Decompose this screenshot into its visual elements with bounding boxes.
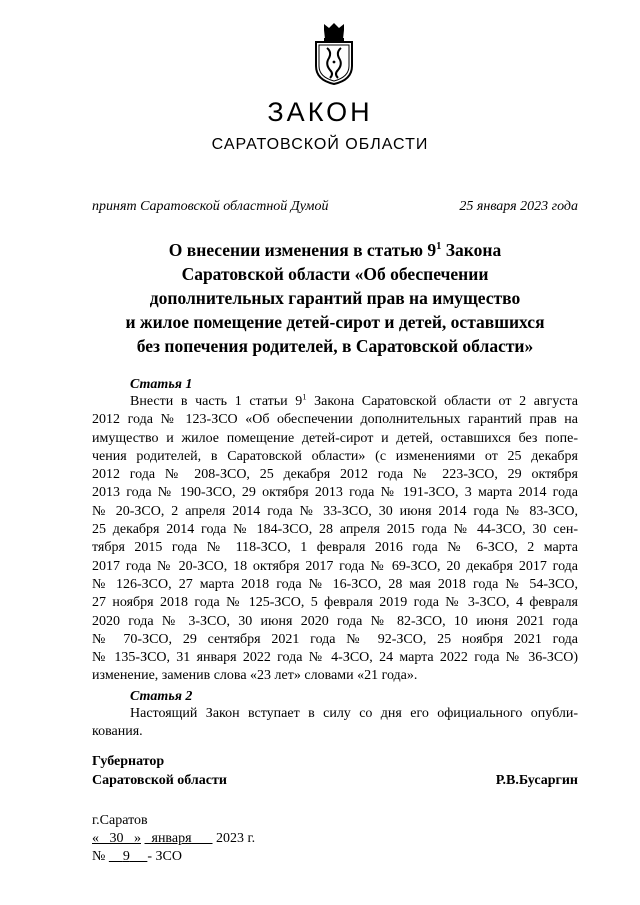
document-title bbox=[92, 238, 578, 358]
article-1-heading: Статья 1 bbox=[130, 377, 193, 392]
article-1-line: № 70-ЗСО, 29 сентября 2021 года № 92-ЗСО, 25 ноября 2021 года bbox=[92, 631, 578, 647]
article-1-line: 2017 года № 20-ЗСО, 18 октября 2017 года № 69-ЗСО, 20 декабря 2017 года bbox=[92, 558, 578, 574]
date-year: 2023 г. bbox=[216, 831, 256, 846]
article-1-line: имущество и жилое помещение детей-сирот и детей, оставшихся без попе- bbox=[92, 430, 578, 446]
coat-of-arms-icon bbox=[310, 22, 358, 86]
article-1-line: чения родителей, в Саратовской области» (с изменениями от 25 декабря bbox=[92, 448, 578, 464]
date-day: 30 bbox=[109, 831, 124, 846]
article-1-line: 25 декабря 2014 года № 184-ЗСО, 28 апреля 2015 года № 44-ЗСО, 30 сен- bbox=[92, 522, 578, 538]
adoption-body: принят Саратовской областной Думой bbox=[92, 199, 329, 214]
signer-name: Р.В.Бусаргин bbox=[495, 773, 578, 788]
article-1-line: 2012 года № 208-ЗСО, 25 декабря 2012 года № 223-ЗСО, 29 октября bbox=[92, 467, 578, 483]
article-2-text bbox=[92, 705, 578, 742]
adoption-date: 25 января 2023 года bbox=[459, 199, 578, 214]
article-1-line: 2020 года № 3-ЗСО, 30 июня 2020 года № 82-ЗСО, 10 июня 2021 года bbox=[92, 613, 578, 629]
city: г.Саратов bbox=[92, 813, 148, 828]
article-1-line: № 135-ЗСО, 31 января 2022 года № 4-ЗСО, 24 марта 2022 года № 36-ЗСО) bbox=[92, 650, 578, 666]
date-month: января bbox=[151, 831, 192, 846]
article-2-line: кования. bbox=[92, 724, 143, 740]
signer-position: Губернатор bbox=[92, 754, 165, 769]
article-2-heading: Статья 2 bbox=[130, 689, 193, 704]
region-name: САРАТОВСКОЙ ОБЛАСТИ bbox=[211, 136, 429, 153]
signature-block bbox=[92, 752, 578, 790]
place-date-number bbox=[92, 812, 255, 866]
article-1-line: 27 ноября 2018 года № 125-ЗСО, 5 февраля 2019 года № 3-ЗСО, 4 февраля bbox=[92, 595, 578, 611]
article-1-line: тября 2015 года № 118-ЗСО, 1 февраля 2016 года № 6-ЗСО, 2 марта bbox=[92, 540, 578, 556]
adoption-line bbox=[92, 198, 578, 216]
number-value: 9 bbox=[122, 849, 130, 864]
article-1-line: Внести в часть 1 статьи $9^1$ Закона Саратовской области от 2 августа bbox=[130, 392, 578, 409]
law-title: ЗАКОН bbox=[267, 97, 373, 127]
article-1-line: № 126-ЗСО, 27 марта 2018 года № 16-ЗСО, 28 мая 2018 года № 54-ЗСО, bbox=[92, 576, 578, 592]
signer-region: Саратовской области bbox=[92, 773, 227, 788]
article-1-text bbox=[92, 393, 578, 686]
title-line-5: без попечения родителей, в Саратовской области» bbox=[136, 336, 534, 356]
title-line-4: и жилое помещение детей-сирот и детей, оставшихся bbox=[125, 312, 545, 332]
article-1-line: 2012 года № 123-ЗСО «Об обеспечении дополнительных гарантий прав на bbox=[92, 412, 578, 428]
article-1-line: 2013 года № 190-ЗСО, 29 октября 2013 года № 191-ЗСО, 3 марта 2014 года bbox=[92, 485, 578, 501]
article-2-line: Настоящий Закон вступает в силу со дня его официального опубли- bbox=[130, 706, 578, 721]
signing-date: « 30 » января 2023 г. bbox=[92, 831, 256, 846]
title-line-2: Саратовской области «Об обеспечении bbox=[181, 264, 489, 284]
title-line-3: дополнительных гарантий прав на имущество bbox=[149, 288, 521, 308]
article-1-line: № 20-ЗСО, 2 апреля 2014 года № 33-ЗСО, 30 июня 2014 года № 83-ЗСО, bbox=[92, 503, 578, 519]
law-number: № 9 - ЗСО bbox=[92, 849, 182, 864]
title-line-1: О внесении изменения в статью $9^1$ Закона bbox=[168, 240, 502, 260]
article-1-line: изменение, заменив слова «23 лет» словами «21 года». bbox=[92, 668, 418, 684]
